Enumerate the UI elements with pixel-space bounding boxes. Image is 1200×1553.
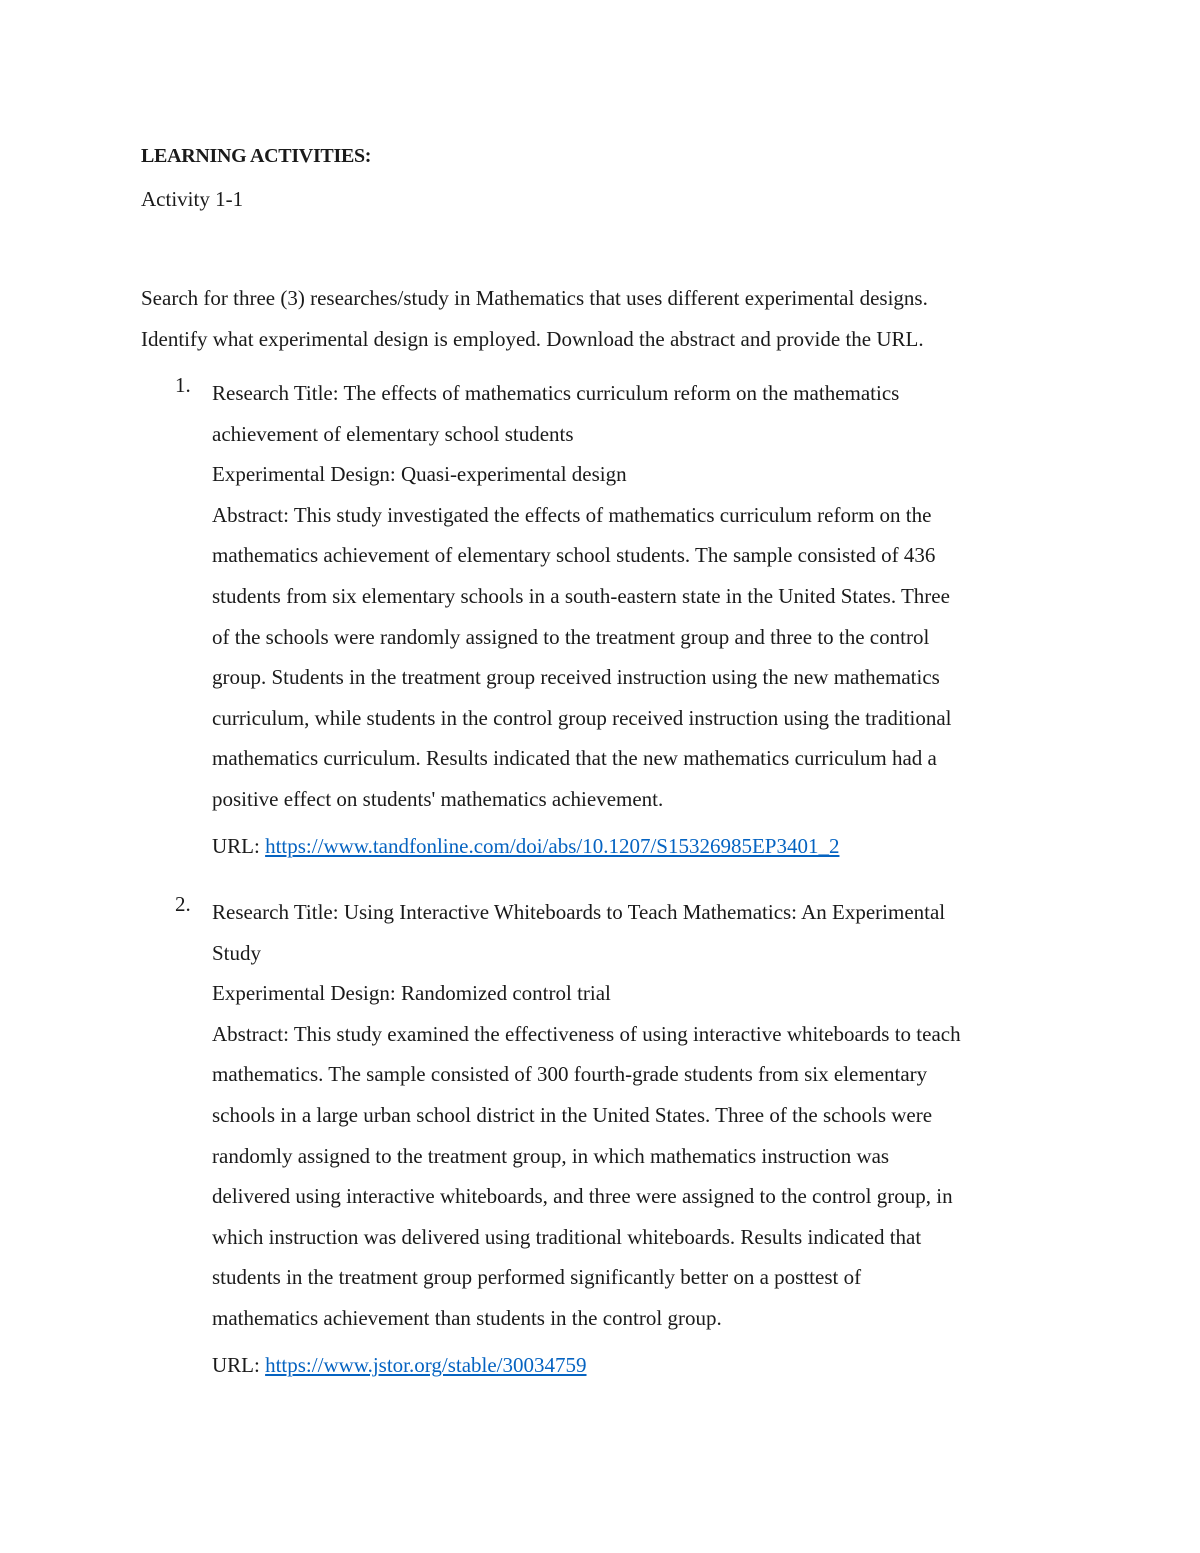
abstract-line: mathematics. The sample consisted of 300 fourth-grade students from six elementary — [212, 1062, 928, 1087]
abstract-line: schools in a large urban school district in the United States. Three of the schools were — [212, 1102, 933, 1127]
abstract-line: positive effect on students' mathematics achievement. — [212, 786, 664, 811]
abstract-line: mathematics curriculum. Results indicated that the new mathematics curriculum had a — [212, 746, 937, 771]
research-title-line: Study — [212, 940, 262, 965]
url-row — [212, 1353, 587, 1378]
abstract-line: mathematics achievement of elementary school students. The sample consisted of 436 — [212, 543, 936, 568]
url-link[interactable]: https://www.tandfonline.com/doi/abs/10.1207/S15326985EP3401_2 — [265, 834, 840, 858]
abstract-line: mathematics achievement than students in the control group. — [212, 1305, 722, 1330]
url-label: URL: — [212, 1353, 266, 1377]
url-link[interactable]: https://www.jstor.org/stable/30034759 — [265, 1353, 587, 1377]
url-label: URL: — [212, 834, 266, 858]
experimental-design-line: Experimental Design: Randomized control trial — [212, 981, 611, 1006]
list-number: 2. — [175, 892, 191, 916]
abstract-line: curriculum, while students in the control group received instruction using the traditional — [212, 705, 952, 730]
abstract-line: students in the treatment group performed significantly better on a posttest of — [212, 1265, 862, 1290]
abstract-line: which instruction was delivered using traditional whiteboards. Results indicated that — [212, 1224, 922, 1249]
research-title-line: Research Title: The effects of mathematics curriculum reform on the mathematics — [212, 381, 900, 405]
section-heading: LEARNING ACTIVITIES: — [141, 145, 372, 167]
abstract-line: randomly assigned to the treatment group, in which mathematics instruction was — [212, 1143, 890, 1168]
list-number: 1. — [175, 373, 191, 397]
experimental-design-line: Experimental Design: Quasi-experimental design — [212, 462, 627, 487]
abstract-line: Abstract: This study investigated the effects of mathematics curriculum reform on the — [212, 502, 932, 527]
intro-line: Search for three (3) researches/study in Mathematics that uses different experimental designs. — [141, 286, 928, 310]
research-title-line: achievement of elementary school students — [212, 421, 574, 446]
activity-label: Activity 1-1 — [141, 187, 244, 211]
intro-line: Identify what experimental design is employed. Download the abstract and provide the URL. — [141, 327, 924, 351]
url-row — [212, 834, 839, 859]
research-title-line: Research Title: Using Interactive Whiteboards to Teach Mathematics: An Experimental — [212, 900, 946, 924]
intro-paragraph — [141, 278, 1061, 360]
abstract-line: delivered using interactive whiteboards, and three were assigned to the control group, in — [212, 1184, 953, 1209]
abstract-line: students from six elementary schools in a south-eastern state in the United States. Three — [212, 583, 950, 608]
abstract-line: of the schools were randomly assigned to the treatment group and three to the control — [212, 624, 930, 649]
research-item-body — [212, 373, 1072, 820]
abstract-line: group. Students in the treatment group received instruction using the new mathematics — [212, 665, 940, 690]
research-item-body — [212, 892, 1072, 1339]
abstract-line: Abstract: This study examined the effectiveness of using interactive whiteboards to teach — [212, 1021, 961, 1046]
